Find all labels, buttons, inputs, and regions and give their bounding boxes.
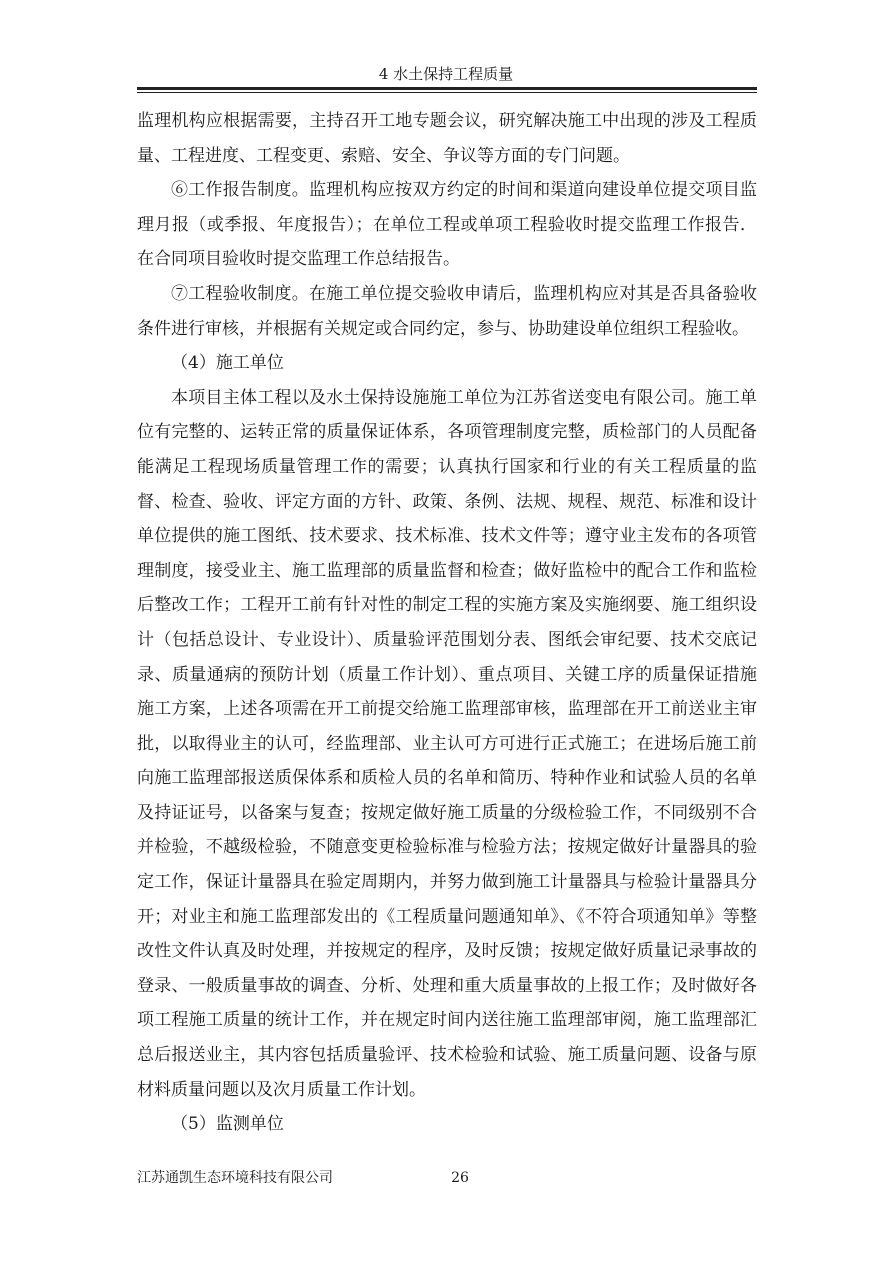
header-rule-thick bbox=[137, 87, 757, 90]
paragraph-work-report: ⑥工作报告制度。监理机构应按双方约定的时间和渠道向建设单位提交项目监理月报（或季报、年度报告）；在单位工程或单项工程验收时提交监理工作报告．在合同项目验收时提交监理工作总结报告。 bbox=[137, 180, 757, 270]
paragraph-continuation: 监理机构应根据需要，主持召开工地专题会议，研究解决施工中出现的涉及工程质量、工程进度、工程变更、索赔、安全、争议等方面的专门问题。 bbox=[137, 111, 757, 166]
section-heading-construction-unit: （4）施工单位 bbox=[171, 353, 284, 374]
paragraph-acceptance: ⑦工程验收制度。在施工单位提交验收申请后，监理机构应对其是否具备验收条件进行审核，并根据有关规定或合同约定，参与、协助建设单位组织工程验收。 bbox=[137, 283, 757, 339]
document-body bbox=[137, 104, 757, 1142]
footer-page-number: 26 bbox=[451, 1170, 469, 1186]
page-header-title: 4 水土保持工程质量 bbox=[378, 65, 514, 83]
paragraph-construction-unit: 本项目主体工程以及水土保持设施施工单位为江苏省送变电有限公司。施工单位有完整的、运转正常的质量保证体系，各项管理制度完整，质检部门的人员配备能满足工程现场质量管理工作的需要；认真执行国家和行业的有关工程质量的监督、检查、验收、评定方面的方针、政策、条例、法规、规程、规范、标准和设计单位提供的施工图纸、技术要求、技术标准、技术文件等；遵守业主发布的各项管理制度，接受业主、施工监理部的质量监督和检查；做好监检中的配合工作和监检后整改工作；工程开工前有针对性的制定工程的实施方案及实施纲要、施工组织设计（包括总设计、专业设计）、质量验评范围划分表、图纸会审纪要、技术交底记录、质量通病的预防计划（质量工作计划）、重点项目、关键工序的质量保证措施施工方案，上述各项需在开工前提交给施工监理部审核，监理部在开工前送业主审批，以取得业主的认可，经监理部、业主认可方可进行正式施工；在进场后施工前向施工监理部报送质保体系和质检人员的名单和简历、特种作业和试验人员的名单及持证证号，以备案与复查；按规定做好施工质量的分级检验工作，不同级别不合并检验，不越级检验，不随意变更检验标准与检验方法；按规定做好计量器具的验定工作，保证计量器具在验定周期内，并努力做到施工计量器具与检验计量器具分开；对业主和施工监理部发出的《工程质量问题通知单》、《不符合项通知单》等整改性文件认真及时处理，并按规定的程序，及时反馈；按规定做好质量记录事故的登录、一般质量事故的调查、分析、处理和重大质量事故的上报工作；及时做好各项工程施工质量的统计工作，并在规定时间内送往施工监理部审阅，施工监理部汇总后报送业主，其内容包括质量验评、技术检验和试验、施工质量问题、设备与原材料质量问题以及次月质量工作计划。 bbox=[137, 387, 757, 1100]
section-heading-monitoring-unit: （5）监测单位 bbox=[171, 1114, 284, 1135]
footer-company-name: 江苏通凯生态环境科技有限公司 bbox=[137, 1170, 333, 1186]
header-rule-thin bbox=[137, 92, 757, 93]
